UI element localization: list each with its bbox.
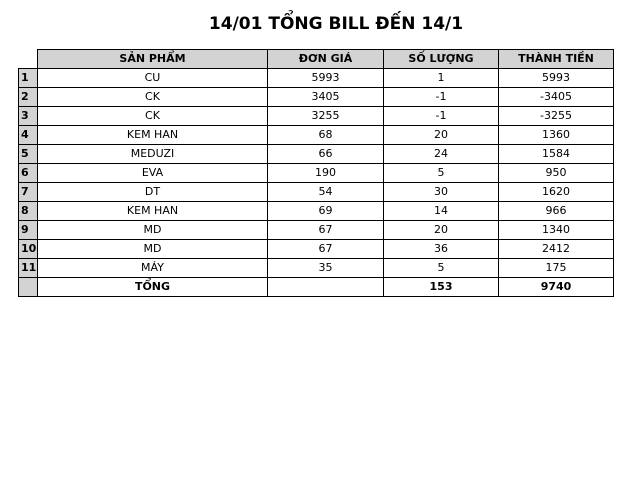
cell-product[interactable]: KEM HAN (38, 202, 268, 221)
cell-total[interactable]: 966 (499, 202, 614, 221)
table-row (19, 88, 614, 107)
header-total[interactable]: THÀNH TIỀN (499, 50, 614, 69)
table-row (19, 221, 614, 240)
cell-price[interactable]: 69 (268, 202, 384, 221)
cell-total[interactable]: -3255 (499, 107, 614, 126)
cell-total[interactable]: 1360 (499, 126, 614, 145)
cell-product[interactable]: CU (38, 69, 268, 88)
row-index[interactable]: 1 (19, 69, 38, 88)
header-row (19, 50, 614, 69)
cell-price[interactable]: 3405 (268, 88, 384, 107)
cell-total[interactable]: 175 (499, 259, 614, 278)
cell-total[interactable]: -3405 (499, 88, 614, 107)
cell-total[interactable]: 2412 (499, 240, 614, 259)
table-row (19, 202, 614, 221)
row-index[interactable]: 2 (19, 88, 38, 107)
summary-row (19, 278, 614, 297)
cell-qty[interactable]: 5 (384, 259, 499, 278)
table-row (19, 183, 614, 202)
cell-price[interactable]: 67 (268, 221, 384, 240)
cell-product[interactable]: MD (38, 240, 268, 259)
cell-qty[interactable]: 5 (384, 164, 499, 183)
table-row (19, 259, 614, 278)
summary-index[interactable] (19, 278, 38, 297)
cell-total[interactable]: 1340 (499, 221, 614, 240)
table-row (19, 107, 614, 126)
cell-qty[interactable]: 1 (384, 69, 499, 88)
cell-product[interactable]: KEM HAN (38, 126, 268, 145)
cell-qty[interactable]: -1 (384, 107, 499, 126)
header-product[interactable]: SẢN PHẨM (38, 50, 268, 69)
corner-cell (19, 50, 38, 69)
cell-price[interactable]: 5993 (268, 69, 384, 88)
cell-product[interactable]: CK (38, 107, 268, 126)
summary-price[interactable] (268, 278, 384, 297)
cell-total[interactable]: 1584 (499, 145, 614, 164)
row-index[interactable]: 3 (19, 107, 38, 126)
cell-price[interactable]: 3255 (268, 107, 384, 126)
cell-price[interactable]: 190 (268, 164, 384, 183)
row-index[interactable]: 9 (19, 221, 38, 240)
table-row (19, 145, 614, 164)
row-index[interactable]: 7 (19, 183, 38, 202)
cell-price[interactable]: 67 (268, 240, 384, 259)
row-index[interactable]: 10 (19, 240, 38, 259)
cell-price[interactable]: 35 (268, 259, 384, 278)
cell-qty[interactable]: 30 (384, 183, 499, 202)
cell-qty[interactable]: 36 (384, 240, 499, 259)
cell-price[interactable]: 68 (268, 126, 384, 145)
row-index[interactable]: 6 (19, 164, 38, 183)
cell-qty[interactable]: 20 (384, 221, 499, 240)
row-index[interactable]: 11 (19, 259, 38, 278)
row-index[interactable]: 4 (19, 126, 38, 145)
cell-product[interactable]: DT (38, 183, 268, 202)
cell-total[interactable]: 1620 (499, 183, 614, 202)
cell-qty[interactable]: 14 (384, 202, 499, 221)
summary-qty[interactable]: 153 (384, 278, 499, 297)
header-qty[interactable]: SỐ LƯỢNG (384, 50, 499, 69)
row-index[interactable]: 8 (19, 202, 38, 221)
cell-product[interactable]: MD (38, 221, 268, 240)
cell-product[interactable]: CK (38, 88, 268, 107)
cell-total[interactable]: 950 (499, 164, 614, 183)
table-row (19, 126, 614, 145)
cell-product[interactable]: EVA (38, 164, 268, 183)
summary-label[interactable]: TỔNG (38, 278, 268, 297)
row-index[interactable]: 5 (19, 145, 38, 164)
cell-total[interactable]: 5993 (499, 69, 614, 88)
header-price[interactable]: ĐƠN GIÁ (268, 50, 384, 69)
cell-qty[interactable]: -1 (384, 88, 499, 107)
cell-price[interactable]: 66 (268, 145, 384, 164)
table-row (19, 69, 614, 88)
cell-product[interactable]: MÁY (38, 259, 268, 278)
cell-qty[interactable]: 20 (384, 126, 499, 145)
sheet-title: 14/01 TỔNG BILL ĐẾN 14/1 (208, 14, 464, 34)
table-row (19, 164, 614, 183)
cell-price[interactable]: 54 (268, 183, 384, 202)
bill-table (18, 49, 614, 297)
cell-qty[interactable]: 24 (384, 145, 499, 164)
summary-total[interactable]: 9740 (499, 278, 614, 297)
table-row (19, 240, 614, 259)
cell-product[interactable]: MEDUZI (38, 145, 268, 164)
